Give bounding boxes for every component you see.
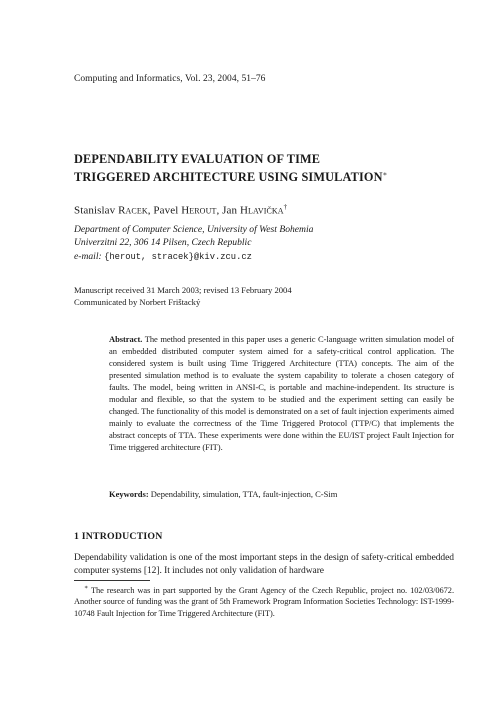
paper-title bbox=[74, 152, 454, 185]
author-list bbox=[74, 203, 287, 217]
author-1-last: Racek bbox=[118, 204, 148, 217]
title-line-1: DEPENDABILITY EVALUATION OF TIME bbox=[74, 152, 321, 166]
footnote-rule bbox=[74, 580, 150, 581]
title-footnote-marker: ∗ bbox=[382, 170, 388, 178]
keywords bbox=[109, 489, 454, 499]
author-2-last: Herout bbox=[181, 204, 217, 217]
abstract-text: The method presented in this paper uses a generic C-language written simulation model of an embedded distributed computer system aimed for a safety-critical control application. The considered system is built using Time Triggered Architecture (TTA) concepts. The aim of the presented simulation method is to evaluate the system capability to tolerate a chosen category of faults. The model, being written in ANSI-C, is portable and machine-independent. Its structure is modular and flexible, so that the system to be studied and the experiment setting can easily be changed. The functionality of this model is demonstrated on a set of fault injection experiments aimed mainly to evaluate the correctness of the Time Triggered Protocol (TTP/C) that implements the abstract concepts of TTA. These experiments were done within the EU/IST project Fault Injection for Time triggered architecture (FIT). bbox=[109, 334, 454, 452]
received-dates: Manuscript received 31 March 2003; revised 13 February 2004 bbox=[74, 285, 292, 295]
author-1-first: Stanislav bbox=[74, 204, 119, 217]
author-3-marker: † bbox=[283, 203, 288, 211]
affiliation-address: Univerzitni 22, 306 14 Pilsen, Czech Republic bbox=[74, 237, 252, 249]
keywords-text: Dependability, simulation, TTA, fault-injection, C-Sim bbox=[148, 489, 338, 499]
section-heading: 1 INTRODUCTION bbox=[74, 531, 163, 542]
communicated-by: Communicated by Norbert Frištacký bbox=[74, 296, 201, 307]
author-3-last: Hlavička bbox=[239, 204, 284, 217]
affiliation bbox=[74, 223, 313, 264]
title-line-2-text: TRIGGERED ARCHITECTURE USING SIMULATION bbox=[74, 170, 383, 185]
keywords-label: Keywords: bbox=[109, 489, 149, 499]
footnote-marker: ∗ bbox=[84, 585, 89, 591]
intro-paragraph: Dependability validation is one of the most important steps in the design of safety-critical embedded computer systems [12]. It includes not only validation of hardware bbox=[74, 553, 454, 576]
footnote-text: The research was in part supported by the Grant Agency of the Czech Republic, project no. 102/03/0672. Another source of funding was the grant of 5th Framework Program Information Societies Technology: IST-1999-10748 Fault Injection for Time Triggered Architecture (FIT). bbox=[74, 585, 454, 618]
journal-header: Computing and Informatics, Vol. 23, 2004, 51–76 bbox=[74, 74, 266, 84]
manuscript-dates bbox=[74, 285, 292, 309]
abstract-label: Abstract. bbox=[109, 334, 143, 344]
title-line-2 bbox=[74, 167, 454, 185]
affiliation-dept: Department of Computer Science, University of West Bohemia bbox=[74, 224, 314, 235]
email-address: {herout, stracek}@kiv.zcu.cz bbox=[104, 251, 252, 262]
email-label: e-mail: bbox=[74, 250, 105, 262]
author-sep-2: , Jan bbox=[216, 204, 240, 217]
affiliation-email-line bbox=[74, 250, 313, 264]
footnote bbox=[74, 583, 454, 619]
abstract bbox=[109, 334, 454, 454]
author-sep-1: , Pavel bbox=[147, 204, 182, 217]
